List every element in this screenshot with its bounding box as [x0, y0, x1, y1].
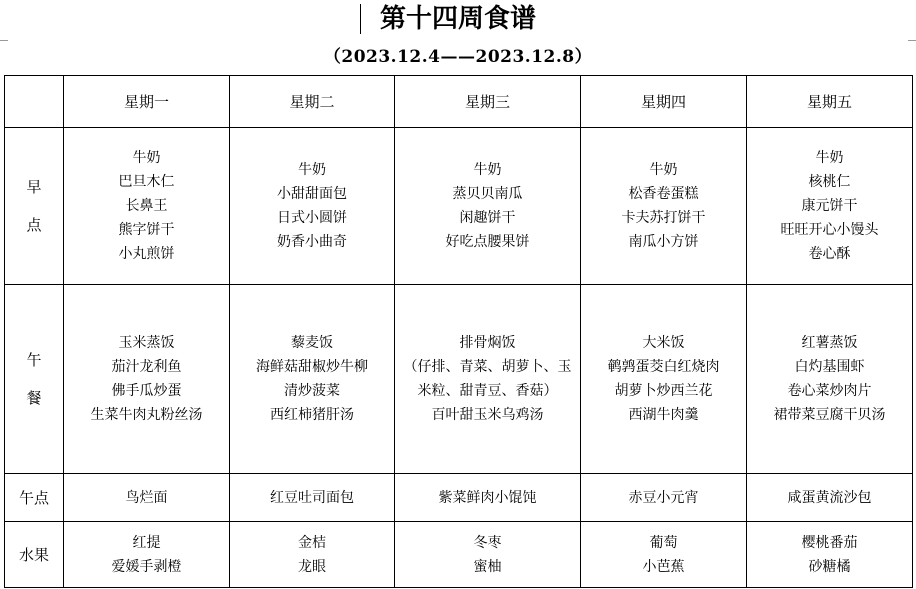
- menu-item: 生菜牛肉丸粉丝汤: [90, 407, 203, 423]
- menu-item: 牛奶: [298, 162, 326, 178]
- menu-item: 红豆吐司面包: [270, 489, 354, 506]
- breakfast-cell-tue: [230, 128, 395, 285]
- fruit-cell-thu: [581, 522, 747, 588]
- snack-cell-wed: [395, 474, 581, 522]
- breakfast-label: [5, 128, 64, 285]
- fruit-cell-tue: [230, 522, 395, 588]
- page-title: 第十四周食谱: [379, 4, 536, 34]
- menu-item: 玉米蒸饭: [118, 335, 175, 351]
- menu-item: 好吃点腰果饼: [445, 234, 530, 250]
- menu-item: 闲趣饼干: [459, 210, 516, 226]
- menu-item: 康元饼干: [801, 198, 858, 214]
- fruit-cell-fri: [747, 522, 913, 588]
- lunch-row: [5, 285, 913, 474]
- breakfast-cell-wed: [395, 128, 581, 285]
- menu-item: 卡夫苏打饼干: [621, 210, 706, 226]
- menu-table: [4, 75, 913, 588]
- menu-item: 熊字饼干: [118, 222, 175, 238]
- menu-item: 樱桃番茄: [801, 534, 858, 551]
- day-header-thu: 星期四: [581, 76, 747, 128]
- menu-item: 核桃仁: [808, 174, 851, 190]
- menu-item: 龙眼: [298, 558, 326, 575]
- lunch-cell-mon: [64, 285, 230, 474]
- fruit-cell-wed: [395, 522, 581, 588]
- menu-item: 西红柿猪肝汤: [270, 407, 354, 423]
- menu-item: 金桔: [298, 534, 326, 551]
- menu-item: 牛奶: [132, 150, 161, 166]
- breakfast-cell-mon: [64, 128, 230, 285]
- menu-item: 紫菜鲜肉小馄饨: [438, 489, 537, 506]
- snack-cell-tue: [230, 474, 395, 522]
- margin-mark-left: [0, 40, 8, 51]
- menu-item: 大米饭: [642, 335, 685, 351]
- lunch-cell-fri: [747, 285, 913, 474]
- breakfast-label-char: 早: [26, 178, 42, 196]
- menu-item: 巴旦木仁: [118, 174, 175, 190]
- menu-item: 红薯蒸饭: [801, 335, 858, 351]
- lunch-label-char: 午: [26, 351, 42, 369]
- menu-item: 小丸煎饼: [118, 246, 175, 262]
- menu-item: 松香卷蛋糕: [628, 186, 699, 202]
- menu-item: 牛奶: [649, 162, 678, 178]
- corner-cell: [5, 76, 64, 128]
- menu-item: 鹌鹑蛋茭白红烧肉: [607, 359, 720, 375]
- menu-item: 胡萝卜炒西兰花: [614, 383, 713, 399]
- margin-mark-right: [908, 40, 916, 51]
- lunch-cell-wed: [395, 285, 581, 474]
- menu-item: 裙带菜豆腐干贝汤: [773, 407, 886, 423]
- menu-item: 海鲜菇甜椒炒牛柳: [256, 359, 368, 375]
- date-range: （2023.12.4——2023.12.8）: [323, 47, 593, 67]
- menu-item: 卷心酥: [808, 246, 851, 262]
- snack-row: [5, 474, 913, 522]
- header-row: [5, 76, 913, 128]
- menu-item: 茄汁龙利鱼: [111, 359, 182, 375]
- day-header-tue: 星期二: [230, 76, 395, 128]
- menu-item: 砂糖橘: [808, 558, 851, 575]
- menu-item: 日式小圆饼: [277, 210, 347, 226]
- fruit-cell-mon: [64, 522, 230, 588]
- lunch-cell-tue: [230, 285, 395, 474]
- menu-item: 排骨焖饭: [459, 335, 516, 351]
- day-header-mon: 星期一: [64, 76, 230, 128]
- menu-item: 牛奶: [473, 162, 502, 178]
- menu-item-ingredients: （仔排、青菜、胡萝卜、玉米粒、甜青豆、香菇）: [403, 359, 572, 399]
- day-header-wed: 星期三: [395, 76, 581, 128]
- lunch-label-char: 餐: [26, 389, 42, 407]
- menu-item: 南瓜小方饼: [628, 234, 699, 250]
- breakfast-cell-fri: [747, 128, 913, 285]
- menu-item: 清炒菠菜: [284, 383, 340, 399]
- menu-item: 爱媛手剥橙: [111, 558, 182, 575]
- day-header-fri: 星期五: [747, 76, 913, 128]
- menu-item: 牛奶: [815, 150, 844, 166]
- menu-item: 冬枣: [473, 534, 502, 551]
- menu-item: 红提: [132, 534, 161, 551]
- breakfast-label-char: 点: [26, 216, 42, 234]
- menu-item: 奶香小曲奇: [277, 234, 347, 250]
- snack-cell-fri: [747, 474, 913, 522]
- menu-item: 西湖牛肉羹: [628, 407, 699, 423]
- menu-item: 白灼基围虾: [794, 359, 865, 375]
- snack-cell-thu: [581, 474, 747, 522]
- snack-label: 午点: [5, 474, 64, 522]
- lunch-label: [5, 285, 64, 474]
- menu-item: 藜麦饭: [291, 335, 333, 351]
- menu-item: 佛手瓜炒蛋: [111, 383, 182, 399]
- menu-item: 蜜柚: [473, 558, 502, 575]
- menu-item: 鸟烂面: [125, 489, 168, 506]
- menu-item: 咸蛋黄流沙包: [787, 489, 872, 506]
- menu-item: 卷心菜炒肉片: [787, 383, 872, 399]
- fruit-label: 水果: [5, 522, 64, 588]
- breakfast-row: [5, 128, 913, 285]
- breakfast-cell-thu: [581, 128, 747, 285]
- menu-item: 小甜甜面包: [277, 186, 347, 202]
- fruit-row: [5, 522, 913, 588]
- menu-item: 葡萄: [649, 534, 678, 551]
- text-cursor: [360, 4, 361, 34]
- menu-item: 赤豆小元宵: [628, 489, 699, 506]
- menu-item: 小芭蕉: [642, 558, 685, 575]
- lunch-cell-thu: [581, 285, 747, 474]
- menu-item: 长鼻王: [125, 198, 168, 214]
- menu-item: 百叶甜玉米乌鸡汤: [431, 407, 544, 423]
- snack-cell-mon: [64, 474, 230, 522]
- menu-item: 蒸贝贝南瓜: [452, 186, 523, 202]
- menu-item: 旺旺开心小馒头: [780, 222, 879, 238]
